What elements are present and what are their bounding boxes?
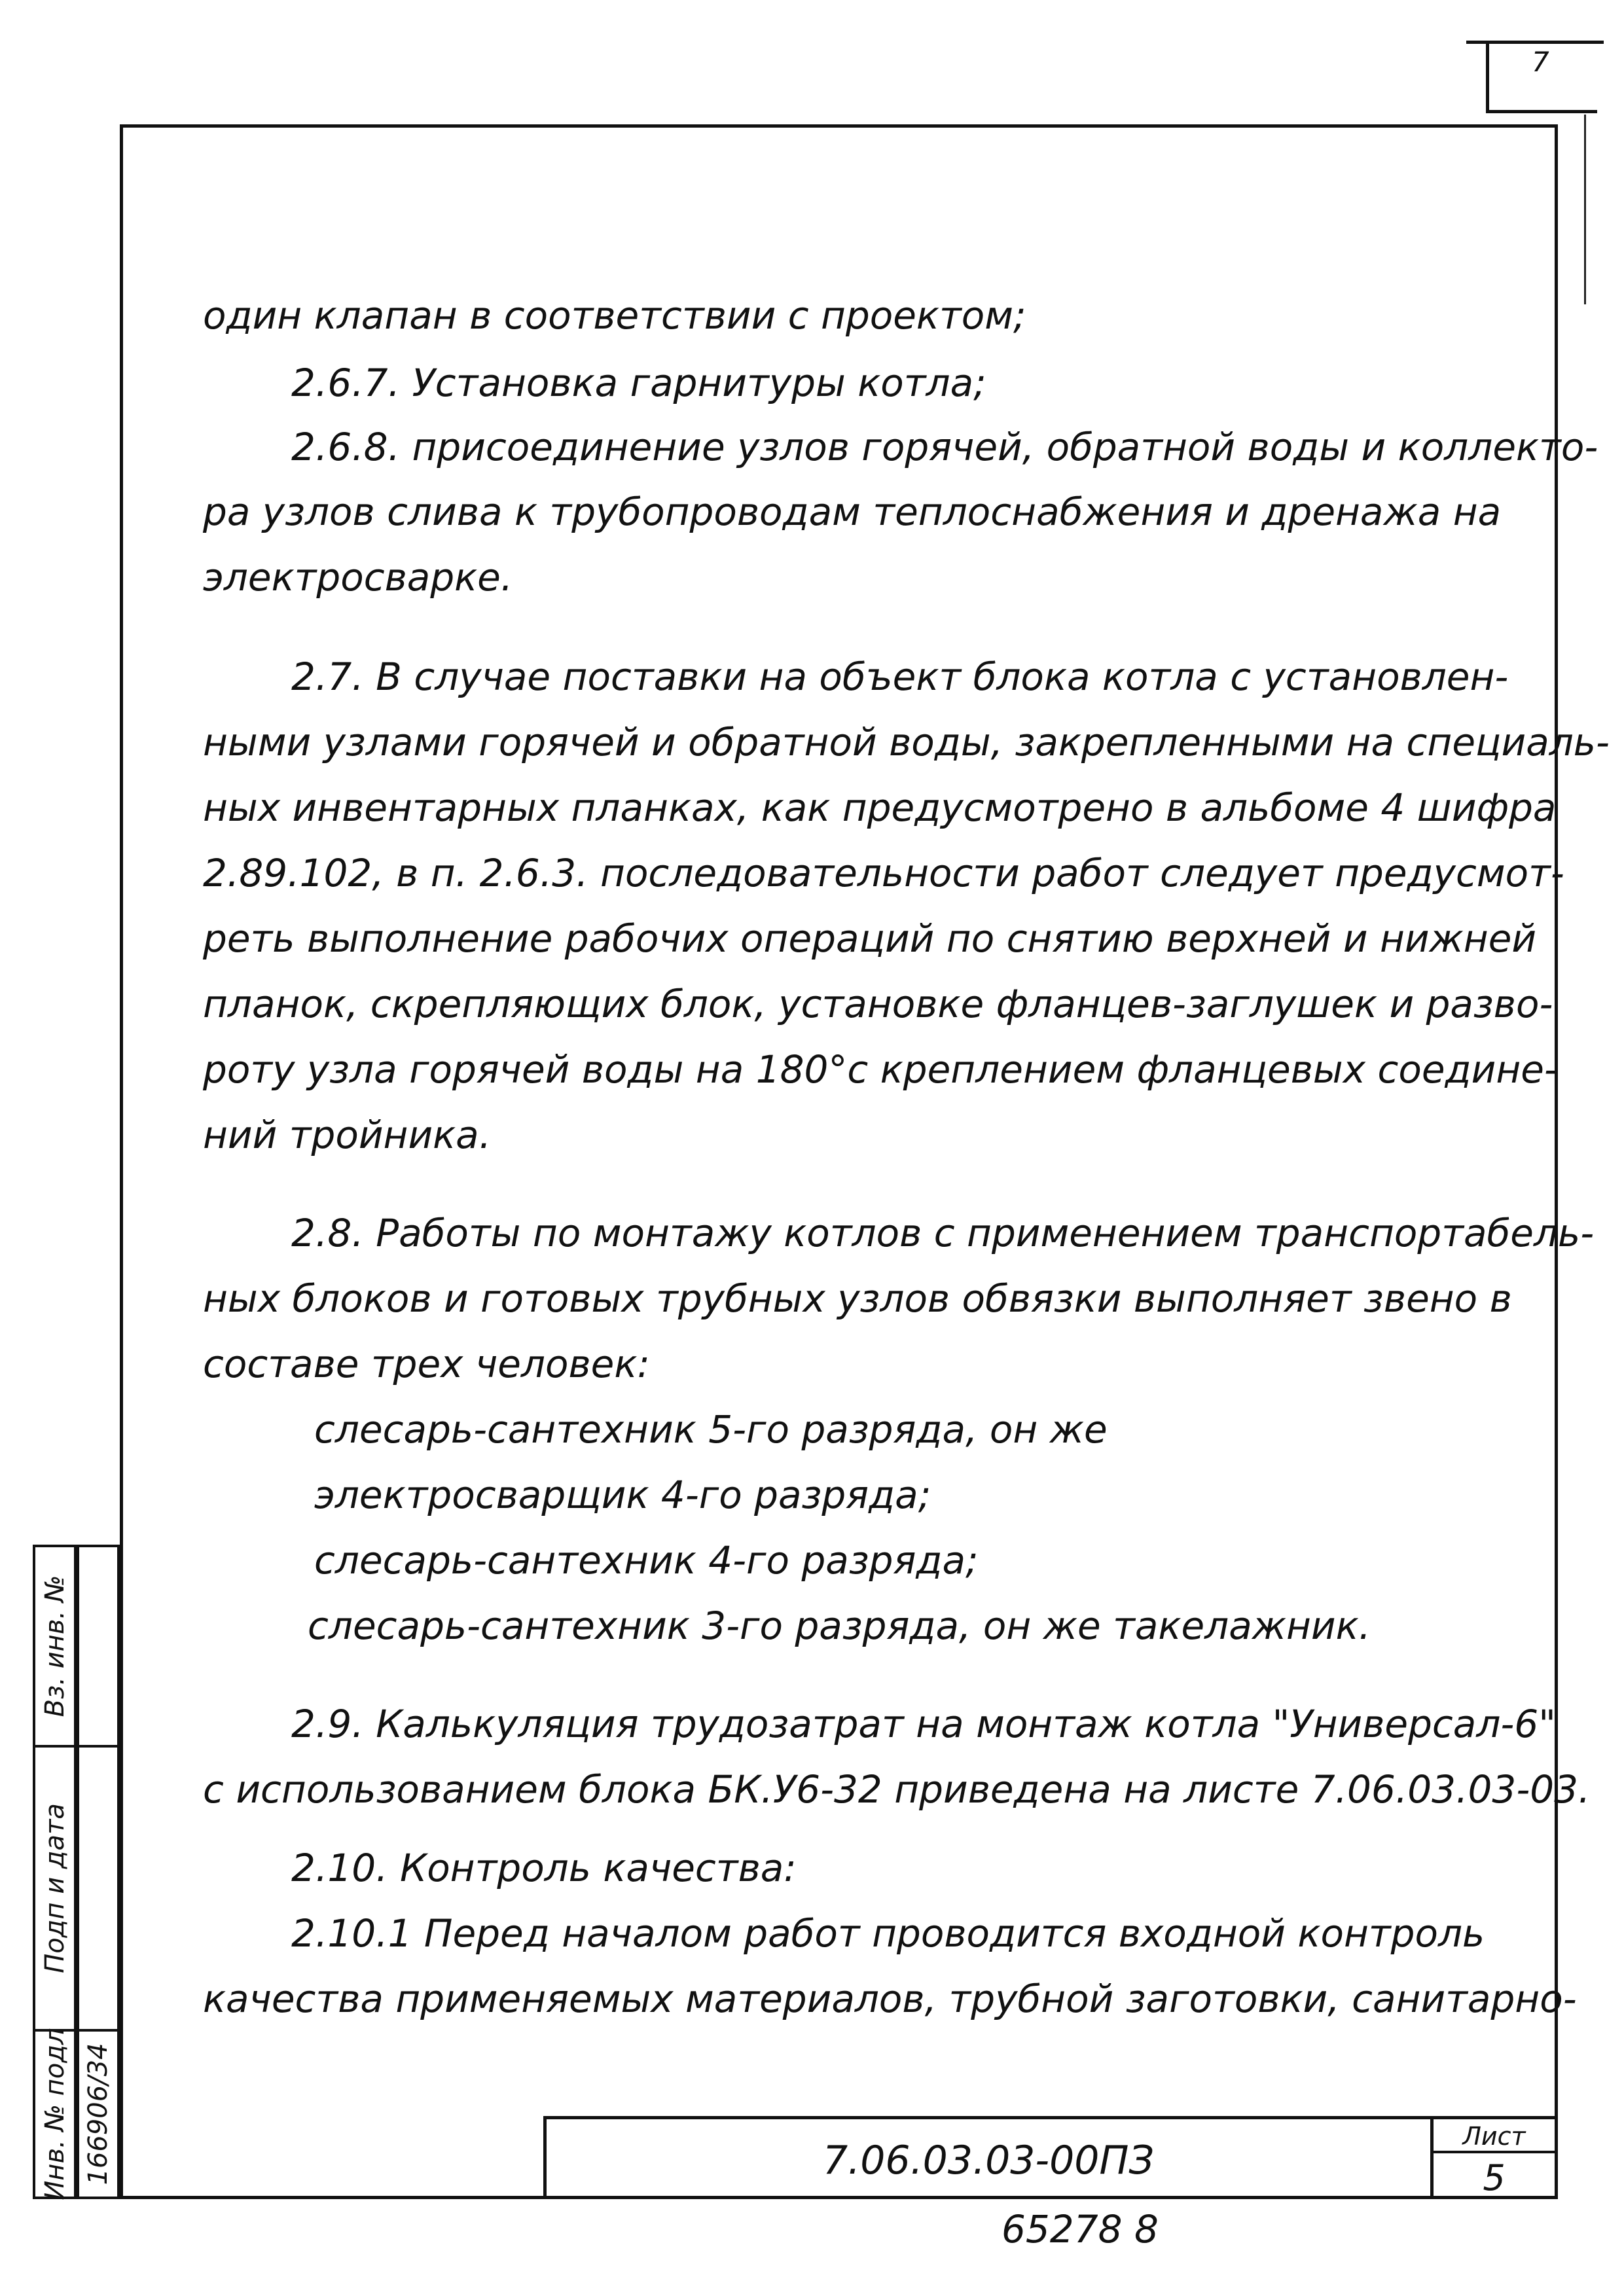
text-line: 2.10. Контроль качества: xyxy=(291,1846,797,1890)
text-line: один клапан в соответствии с проектом; xyxy=(203,293,1026,338)
text-line: реть выполнение рабочих операций по снятию верхней и нижней xyxy=(203,916,1537,961)
text-line: 2.8. Работы по монтажу котлов с применением транспортабель- xyxy=(291,1211,1595,1255)
text-line: 2.6.7. Установка гарнитуры котла; xyxy=(291,361,986,405)
inv-subst-cell xyxy=(33,1545,77,1748)
text-line: составе трех человек: xyxy=(203,1342,650,1386)
text-line: электросварке. xyxy=(203,555,513,600)
corner-number: 7 xyxy=(1532,46,1549,78)
sign-date-value-cell xyxy=(77,1745,120,2032)
text-line: 2.7. В случае поставки на объект блока котла с установлен- xyxy=(291,655,1509,699)
document-code: 7.06.03.03-00ПЗ xyxy=(822,2138,1154,2183)
inv-orig-cell xyxy=(33,2029,77,2199)
text-line: роту узла горячей воды на 180°с креплением фланцевых соедине- xyxy=(203,1047,1558,1092)
text-line: планок, скрепляющих блок, установке фланцев-заглушек и разво- xyxy=(203,982,1553,1026)
right-edge-mark xyxy=(1584,115,1586,304)
sheet-label: Лист xyxy=(1462,2122,1526,2151)
text-line: слесарь-сантехник 3-го разряда, он же такелажник. xyxy=(308,1604,1371,1648)
text-line: 2.10.1 Перед началом работ проводится входной контроль xyxy=(291,1911,1485,1956)
inv-orig-label: Инв. № подл xyxy=(39,2028,70,2200)
text-line: 2.89.102, в п. 2.6.3. последовательности работ следует предусмот- xyxy=(203,851,1564,895)
text-line: с использованием блока БК.У6-32 приведена на листе 7.06.03.03-03. xyxy=(203,1767,1591,1812)
sign-date-label: Подп и дата xyxy=(39,1803,70,1973)
text-line: 2.9. Калькуляция трудозатрат на монтаж котла "Универсал-6" xyxy=(291,1702,1556,1746)
text-line: слесарь-сантехник 5-го разряда, он же xyxy=(314,1407,1108,1452)
text-line: ных инвентарных планках, как предусмотрено в альбоме 4 шифра xyxy=(203,785,1557,830)
text-line: слесарь-сантехник 4-го разряда; xyxy=(314,1538,979,1583)
inv-subst-value-cell xyxy=(77,1545,120,1748)
sheet-number: 5 xyxy=(1483,2157,1506,2198)
sheet-cell xyxy=(1430,2119,1555,2196)
margin-stamp xyxy=(33,1545,120,2199)
text-line: электросварщик 4-го разряда; xyxy=(314,1473,931,1517)
text-line: качества применяемых материалов, трубной заготовки, санитарно- xyxy=(203,1977,1577,2021)
inv-orig-value: 166906/34 xyxy=(83,2043,113,2185)
sign-date-cell xyxy=(33,1745,77,2032)
text-line: ными узлами горячей и обратной воды, закрепленными на специаль- xyxy=(203,720,1610,764)
text-line: 2.6.8. присоединение узлов горячей, обратной воды и коллекто- xyxy=(291,425,1598,469)
archive-number: 65278 8 xyxy=(1001,2207,1159,2251)
text-line: ний тройника. xyxy=(203,1113,492,1157)
sheet-divider xyxy=(1434,2151,1555,2153)
inv-orig-value-cell xyxy=(77,2029,120,2199)
text-line: ра узлов слива к трубопроводам теплоснабжения и дренажа на xyxy=(203,490,1502,534)
title-block xyxy=(543,2116,1558,2199)
text-line: ных блоков и готовых трубных узлов обвязки выполняет звено в xyxy=(203,1276,1512,1321)
inv-subst-label: Вз. инв. № xyxy=(39,1575,70,1717)
